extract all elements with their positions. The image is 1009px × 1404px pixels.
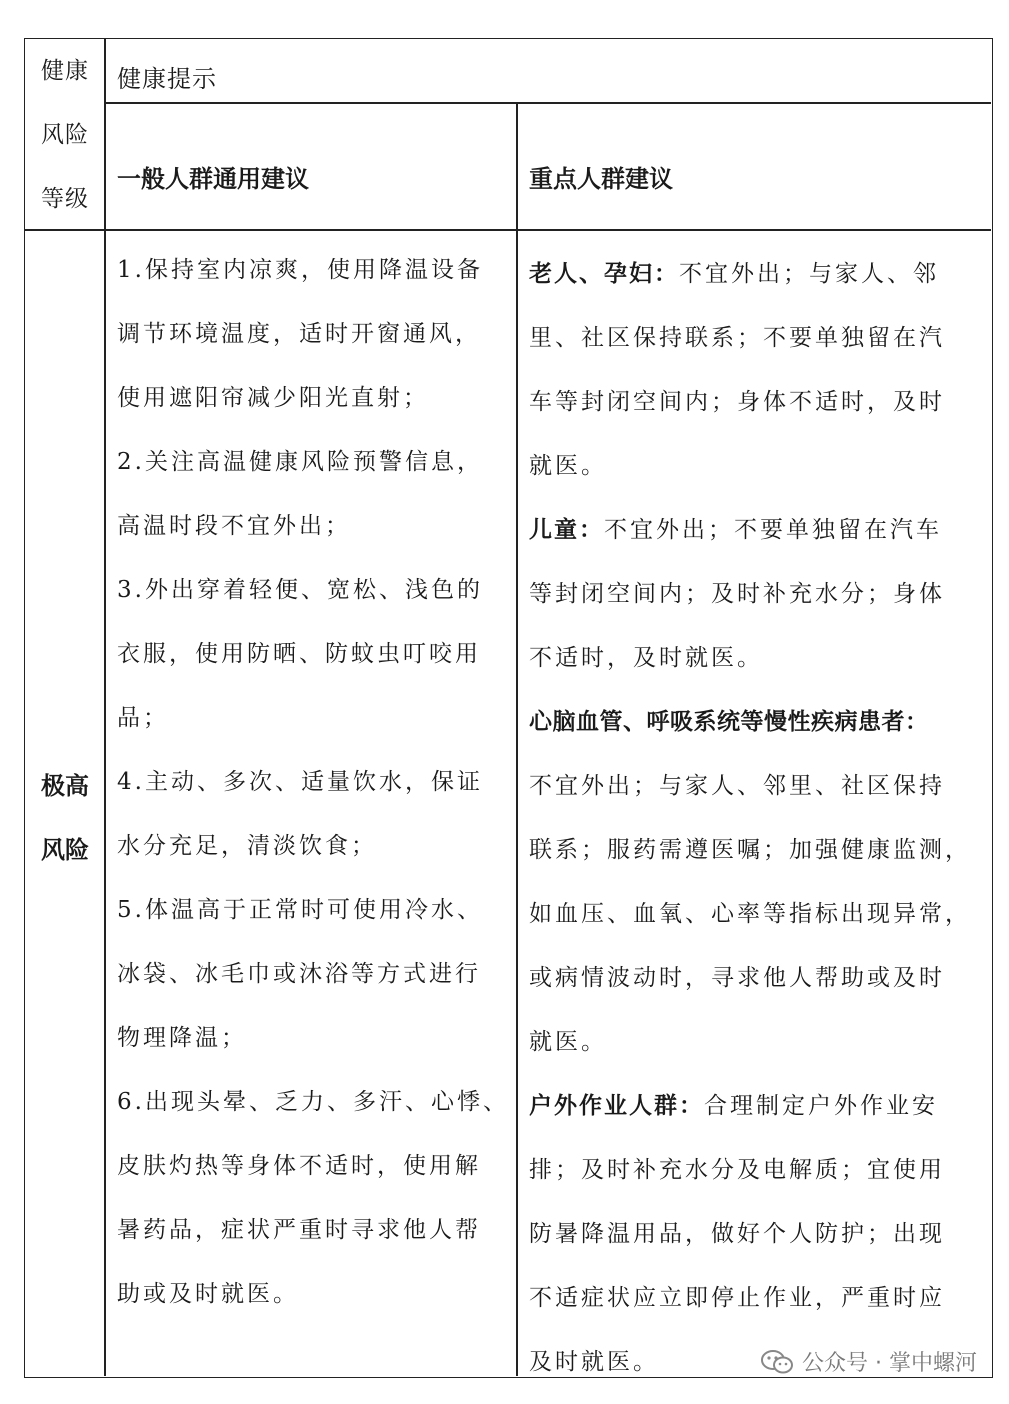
group-advice: 就医。	[529, 1029, 607, 1055]
advice-line: 4.主动、多次、适量饮水，保证	[117, 769, 483, 795]
group-advice: 防暑降温用品，做好个人防护；出现	[529, 1221, 945, 1247]
advice-line: 3.外出穿着轻便、宽松、浅色的	[117, 577, 483, 603]
group-advice: 不宜外出；不要单独留在汽车	[604, 517, 942, 543]
special-line	[529, 370, 984, 434]
advice-line: 品；	[117, 705, 169, 731]
advice-line: 衣服，使用防晒、防蚊虫叮咬用	[117, 641, 481, 667]
special-advice-text	[529, 242, 984, 1394]
advice-line: 调节环境温度，适时开窗通风，	[117, 321, 481, 347]
special-line	[529, 498, 984, 562]
special-line	[529, 754, 984, 818]
special-line	[529, 434, 984, 498]
risk-level-value	[25, 754, 105, 882]
group-advice: 合理制定户外作业安	[704, 1093, 938, 1119]
advice-line: 2.关注高温健康风险预警信息，	[117, 449, 483, 475]
advice-line: 使用遮阳帘减少阳光直射；	[117, 385, 429, 411]
group-advice: 等封闭空间内；及时补充水分；身体	[529, 581, 945, 607]
group-label: 户外作业人群：	[529, 1092, 704, 1119]
advice-line: 暑药品，症状严重时寻求他人帮	[117, 1217, 481, 1243]
special-line	[529, 1074, 984, 1138]
group-advice: 不宜外出；与家人、邻里、社区保持	[529, 773, 945, 799]
special-line	[529, 882, 984, 946]
group-advice: 车等封闭空间内；身体不适时，及时	[529, 389, 945, 415]
group-label: 老人、孕妇：	[529, 260, 679, 287]
group-label: 儿童：	[529, 516, 604, 543]
general-advice-header: 一般人群通用建议	[117, 164, 309, 193]
special-line	[529, 1266, 984, 1330]
risk-level-header-line: 健康	[41, 58, 89, 84]
advice-line: 冰袋、冰毛巾或沐浴等方式进行	[117, 961, 481, 987]
risk-level-header-line: 等级	[41, 186, 89, 212]
row-divider-header-top	[105, 102, 991, 104]
advice-line: 水分充足，清淡饮食；	[117, 833, 377, 859]
group-advice: 不适症状应立即停止作业，严重时应	[529, 1285, 945, 1311]
special-line	[529, 818, 984, 882]
advice-line: 1.保持室内凉爽，使用降温设备	[117, 257, 483, 283]
special-line	[529, 626, 984, 690]
advice-line: 高温时段不宜外出；	[117, 513, 351, 539]
special-line	[529, 306, 984, 370]
advice-line: 皮肤灼热等身体不适时，使用解	[117, 1153, 481, 1179]
risk-level-header-line: 风险	[41, 122, 89, 148]
row-divider-header-bottom	[25, 229, 991, 231]
risk-level-value-line: 极高	[41, 771, 89, 800]
special-line	[529, 946, 984, 1010]
risk-level-header	[25, 39, 105, 231]
risk-level-value-line: 风险	[41, 835, 89, 864]
watermark	[760, 1346, 977, 1377]
special-line	[529, 1138, 984, 1202]
advice-line: 物理降温；	[117, 1025, 247, 1051]
group-advice: 不宜外出；与家人、邻	[679, 261, 939, 287]
health-tips-header: 健康提示	[117, 65, 217, 93]
general-advice-text	[117, 238, 517, 1326]
group-advice: 不适时，及时就医。	[529, 645, 763, 671]
special-line	[529, 562, 984, 626]
watermark-text: 公众号 · 掌中螺河	[802, 1351, 977, 1376]
group-advice: 就医。	[529, 453, 607, 479]
advice-line: 6.出现头晕、乏力、多汗、心悸、	[117, 1089, 509, 1115]
group-advice: 排；及时补充水分及电解质；宜使用	[529, 1157, 945, 1183]
group-advice: 里、社区保持联系；不要单独留在汽	[529, 325, 945, 351]
health-advice-table	[24, 38, 993, 1378]
special-line	[529, 690, 984, 754]
special-line	[529, 1010, 984, 1074]
group-advice: 或病情波动时，寻求他人帮助或及时	[529, 965, 945, 991]
special-line	[529, 1202, 984, 1266]
col-divider-1	[104, 39, 106, 1376]
advice-line: 5.体温高于正常时可使用冷水、	[117, 897, 483, 923]
group-advice: 如血压、血氧、心率等指标出现异常，	[529, 901, 971, 927]
group-label: 心脑血管、呼吸系统等慢性疾病患者：	[529, 708, 929, 735]
special-advice-header: 重点人群建议	[529, 164, 673, 193]
special-line	[529, 242, 984, 306]
group-advice: 联系；服药需遵医嘱；加强健康监测，	[529, 837, 971, 863]
advice-line: 助或及时就医。	[117, 1281, 299, 1307]
wechat-icon	[760, 1349, 794, 1375]
group-advice: 及时就医。	[529, 1349, 659, 1375]
